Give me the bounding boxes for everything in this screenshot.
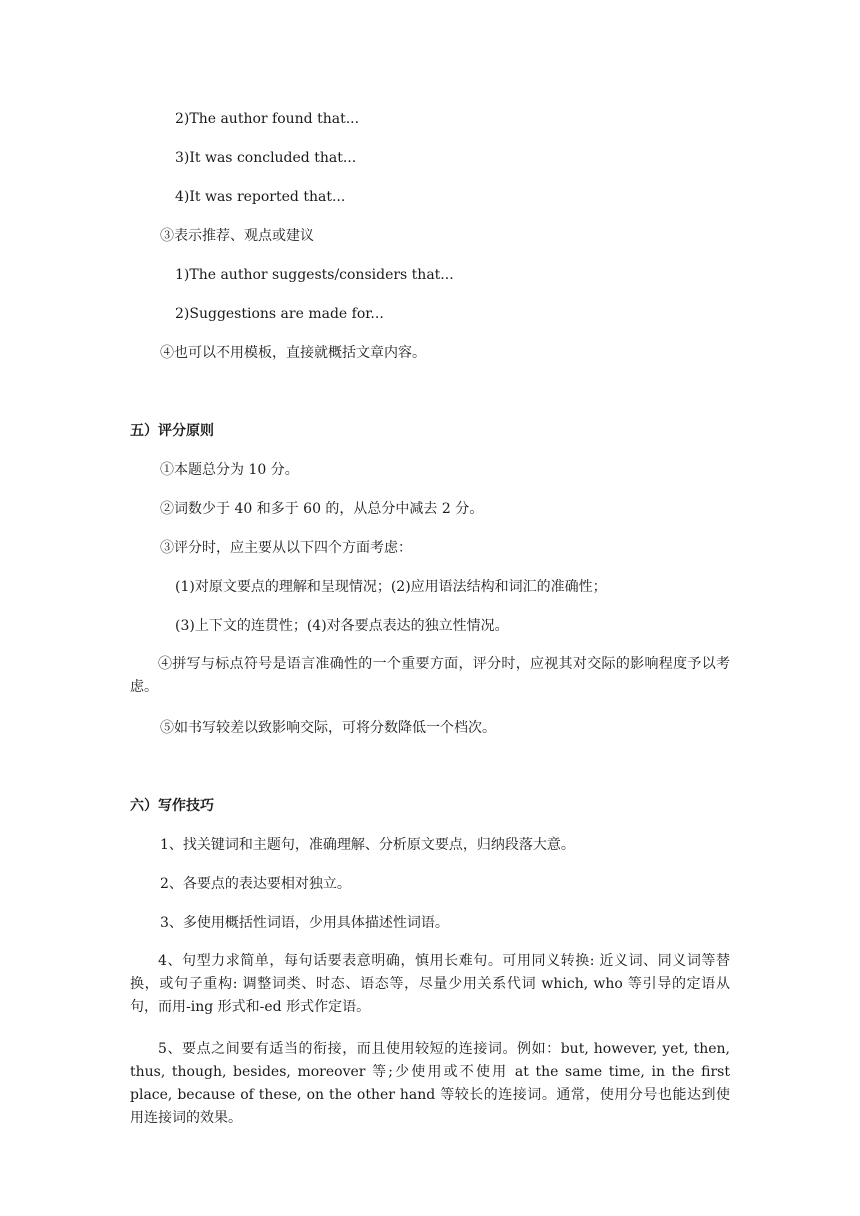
skills-heading: 六）写作技巧 [130,798,214,814]
scoring-heading: 五）评分原则 [130,423,214,439]
scoring-item-total: ①本题总分为 10 分。 [160,462,299,478]
skills-item-connectives: 5、要点之间要有适当的衔接，而且使用较短的连接词。例如：but, however, yet, then, thus, though, besides, moreover 等;少使用或不使用 at the same time, in the first place, because of these, on the other hand 等较长的连接词。通常，使用分号也能达到使用连接词的效果。 [130,1041,730,1126]
scoring-item-wordcount: ②词数少于 40 和多于 60 的，从总分中减去 2 分。 [160,501,484,517]
template-item-reported: 4)It was reported that... [175,189,346,205]
scoring-sub-aspects-2: (3)上下文的连贯性；(4)对各要点表达的独立性情况。 [175,618,509,634]
recommend-item-suggestions: 2)Suggestions are made for... [175,306,384,322]
skills-item-sentences: 4、句型力求简单，每句话要表意明确，慎用长难句。可用同义转换: 近义词、同义词等替换，或句子重构: 调整词类、时态、语态等，尽量少用关系代词 which, who 等引导的定语从句，而用-ing 形式和-ed 形式作定语。 [130,953,730,1015]
skills-item-general-words: 3、多使用概括性词语，少用具体描述性词语。 [160,915,449,931]
template-item-found: 2)The author found that... [175,111,360,127]
scoring-item-spelling: ④拼写与标点符号是语言准确性的一个重要方面，评分时，应视其对交际的影响程度予以考虑。 [130,656,730,695]
recommend-note: ④也可以不用模板，直接就概括文章内容。 [160,345,426,361]
skills-item-independent: 2、各要点的表达要相对独立。 [160,876,351,892]
scoring-item-handwriting: ⑤如书写较差以致影响交际，可将分数降低一个档次。 [160,720,496,736]
scoring-item-aspects: ③评分时，应主要从以下四个方面考虑： [160,540,412,556]
recommend-title: ③表示推荐、观点或建议 [160,228,314,244]
skills-item-keywords: 1、找关键词和主题句，准确理解、分析原文要点，归纳段落大意。 [160,837,575,853]
scoring-sub-aspects-1: (1)对原文要点的理解和呈现情况；(2)应用语法结构和词汇的准确性； [175,579,607,595]
template-item-concluded: 3)It was concluded that... [175,150,357,166]
recommend-item-suggests: 1)The author suggests/considers that... [175,267,454,283]
